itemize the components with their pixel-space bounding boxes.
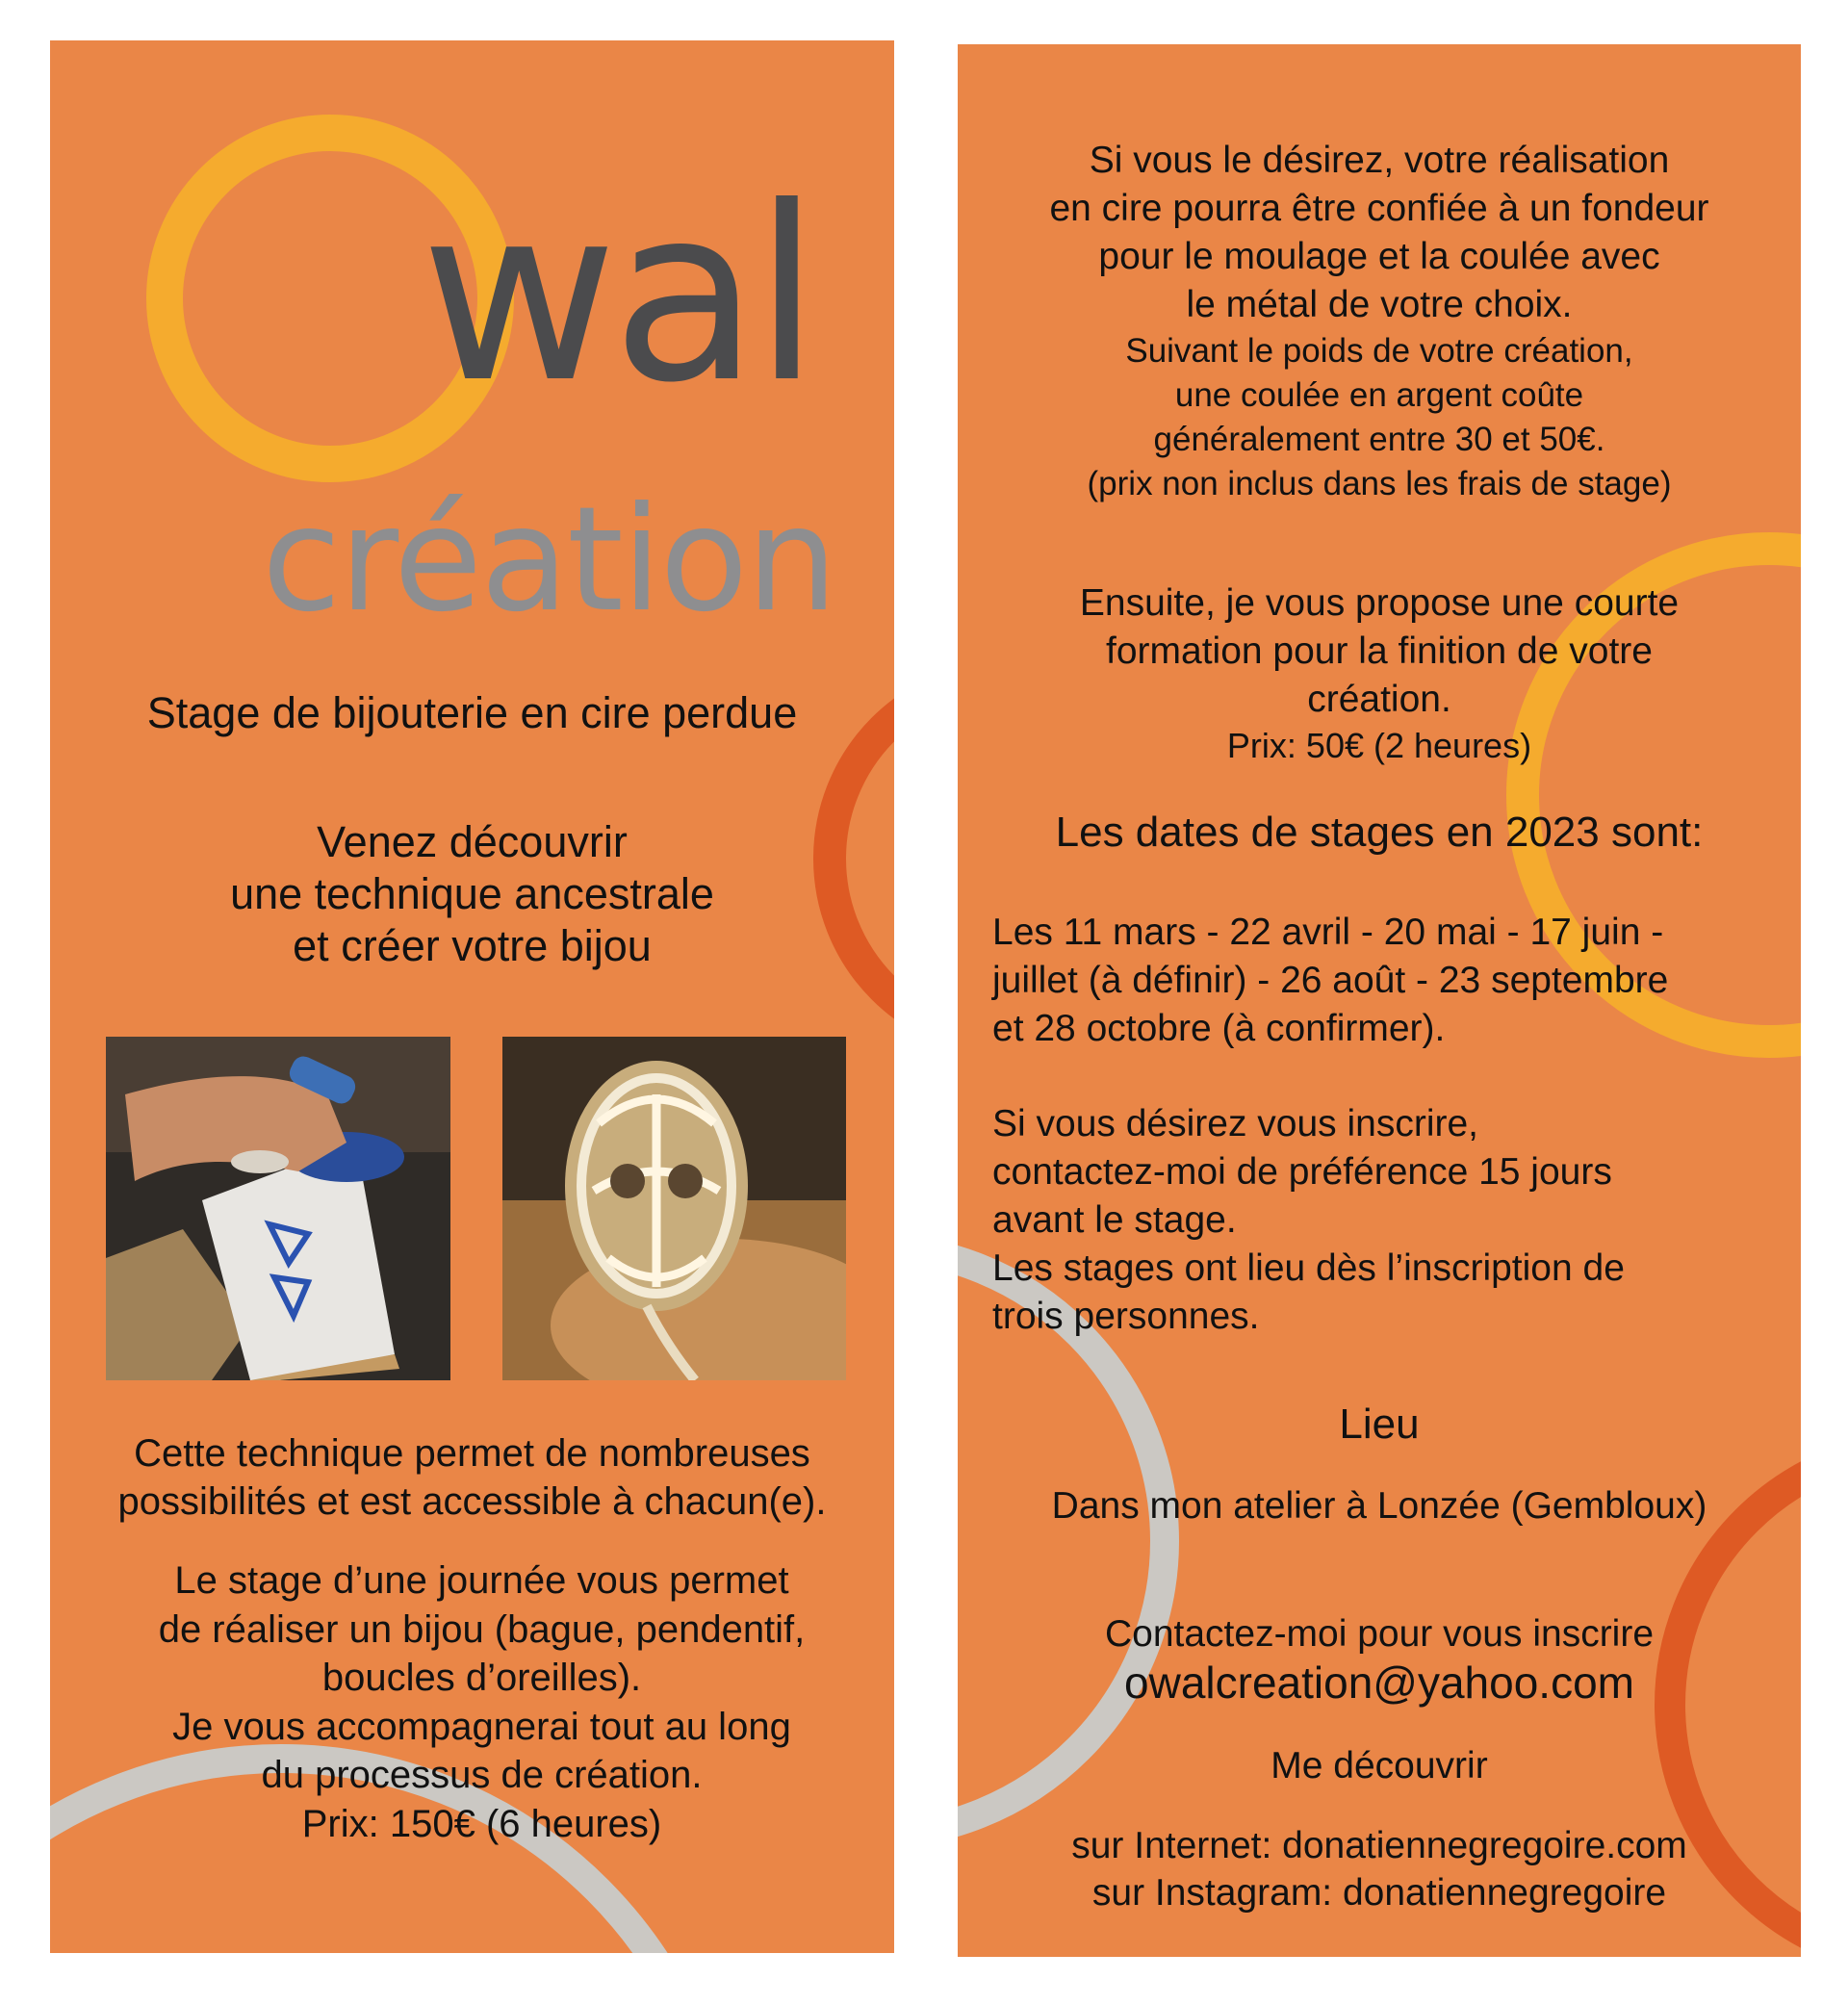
finishing-price: Prix: 50€ (2 heures) xyxy=(1226,726,1532,765)
stage-price: Prix: 150€ (6 heures) xyxy=(301,1802,662,1845)
signup-line: trois personnes. xyxy=(992,1296,1260,1337)
signup-line: contactez-moi de préférence 15 jours xyxy=(992,1151,1612,1193)
casting-text xyxy=(958,137,1801,329)
stage-description xyxy=(50,1556,894,1848)
casting-line: Si vous le désirez, votre réalisation xyxy=(1089,140,1670,181)
email-link[interactable]: owalcreation@yahoo.com xyxy=(1124,1658,1634,1708)
silver-ring-image xyxy=(502,1037,846,1380)
discover-text: Me découvrir xyxy=(1270,1745,1488,1787)
stage-line: Le stage d’une journée vous permet xyxy=(174,1559,789,1602)
finishing-line: formation pour la finition de votre xyxy=(1106,630,1653,672)
casting-line: en cire pourra être confiée à un fondeur xyxy=(1049,188,1709,229)
right-flyer-panel xyxy=(958,44,1801,1957)
signup-text xyxy=(992,1100,1625,1341)
technique-line: Cette technique permet de nombreuses xyxy=(134,1432,810,1475)
casting-cost-line: (prix non inclus dans les frais de stage) xyxy=(1087,465,1672,502)
place-title: Lieu xyxy=(1339,1401,1420,1448)
logo-creation-text: création xyxy=(262,476,836,644)
technique-line: possibilités et est accessible à chacun(e). xyxy=(117,1480,827,1523)
finishing-line: Ensuite, je vous propose une courte xyxy=(1079,582,1680,624)
intro-line: et créer votre bijou xyxy=(293,921,652,970)
intro-line: Venez découvrir xyxy=(317,817,628,866)
dates-title: Les dates de stages en 2023 sont: xyxy=(1055,809,1704,856)
dates-list xyxy=(992,909,1668,1053)
stage-line: de réaliser un bijou (bague, pendentif, xyxy=(158,1607,806,1651)
instagram-link[interactable]: sur Instagram: donatiennegregoire xyxy=(1091,1872,1667,1914)
casting-line: pour le moulage et la coulée avec xyxy=(1098,236,1660,277)
finishing-line: création. xyxy=(1307,679,1451,720)
signup-line: Si vous désirez vous inscrire, xyxy=(992,1103,1479,1144)
casting-cost-text xyxy=(958,329,1801,506)
finishing-text xyxy=(958,579,1801,768)
casting-line: le métal de votre choix. xyxy=(1186,284,1573,325)
left-flyer-panel xyxy=(50,40,894,1953)
casting-cost-line: une coulée en argent coûte xyxy=(1174,376,1584,414)
casting-cost-line: Suivant le poids de votre création, xyxy=(1125,332,1633,370)
technique-text xyxy=(50,1429,894,1526)
contact-text: Contactez-moi pour vous inscrire xyxy=(1104,1613,1655,1655)
dates-line: juillet (à définir) - 26 août - 23 septembre xyxy=(992,960,1669,1001)
stage-line: du processus de création. xyxy=(261,1754,703,1796)
signup-line: avant le stage. xyxy=(992,1199,1237,1241)
dates-line: Les 11 mars - 22 avril - 20 mai - 17 juin - xyxy=(992,912,1664,953)
silver-ring-photo xyxy=(502,1037,846,1380)
stage-subtitle: Stage de bijouterie en cire perdue xyxy=(146,688,798,737)
casting-cost-line: généralement entre 30 et 50€. xyxy=(1153,421,1605,458)
place-text: Dans mon atelier à Lonzée (Gembloux) xyxy=(1051,1485,1707,1527)
stage-line: boucles d’oreilles). xyxy=(321,1657,642,1699)
dates-line: et 28 octobre (à confirmer). xyxy=(992,1008,1446,1049)
wax-carving-photo xyxy=(106,1037,450,1380)
stage-line: Je vous accompagnerai tout au long xyxy=(172,1705,791,1748)
website-link[interactable]: sur Internet: donatiennegregoire.com xyxy=(1071,1825,1687,1866)
signup-line: Les stages ont lieu dès l’inscription de xyxy=(992,1247,1625,1289)
intro-text xyxy=(50,816,894,972)
intro-line: une technique ancestrale xyxy=(230,869,714,918)
logo-wal-text: wal xyxy=(421,155,815,435)
wax-carving-image xyxy=(106,1037,450,1380)
